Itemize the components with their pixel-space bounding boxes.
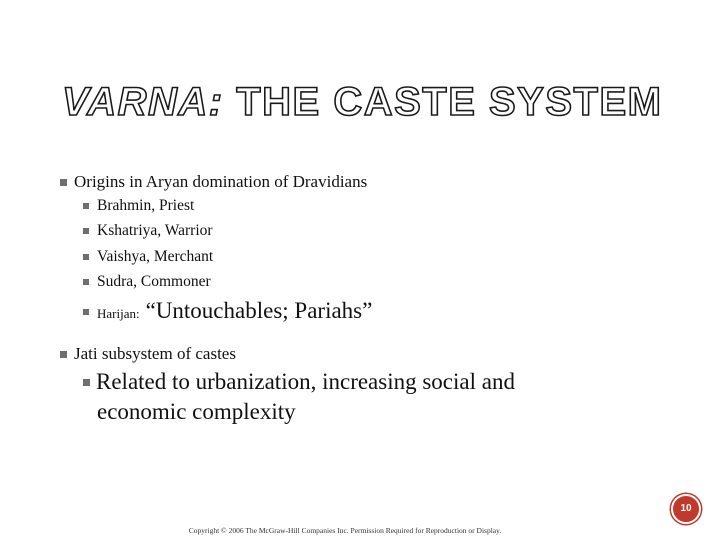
sub-bullet-brahmin [83,197,194,215]
page-number-badge: 10 [671,494,701,524]
bullet-text: Sudra, Commoner [97,273,211,290]
bullet-jati [60,344,236,364]
sub-bullet-harijan [83,298,372,324]
square-bullet-icon [60,351,67,358]
bullet-text-line1: Related to urbanization, increasing social and [96,369,515,394]
bullet-origins [60,172,367,192]
sub-bullet-vaishya [83,248,213,266]
sub-bullet-urbanization [83,369,515,395]
bullet-text: Jati subsystem of castes [74,344,236,363]
slide-title-rest: THE CASTE SYSTEM [236,80,663,124]
sub-bullet-urbanization-cont: economic complexity [97,399,296,424]
sub-bullet-sudra [83,273,211,291]
square-bullet-icon [83,379,90,386]
square-bullet-icon [83,309,89,315]
sub-bullet-kshatriya [83,222,213,240]
bullet-text: Kshatriya, Warrior [97,222,213,239]
square-bullet-icon [83,254,89,260]
square-bullet-icon [83,228,89,234]
slide-title-italic: VARNA: [62,80,224,124]
square-bullet-icon [83,279,89,285]
bullet-text: Brahmin, Priest [97,197,195,214]
square-bullet-icon [83,203,89,209]
bullet-text: Origins in Aryan domination of Dravidians [74,172,368,191]
harijan-text: “Untouchables; Pariahs” [145,298,373,323]
bullet-text: Vaishya, Merchant [97,248,214,265]
copyright-footer: Copyright © 2006 The McGraw-Hill Companies Inc. Permission Required for Reproduction or Display. [188,526,502,535]
square-bullet-icon [60,179,67,186]
slide-title [62,78,702,126]
harijan-label: Harijan: [97,306,140,321]
